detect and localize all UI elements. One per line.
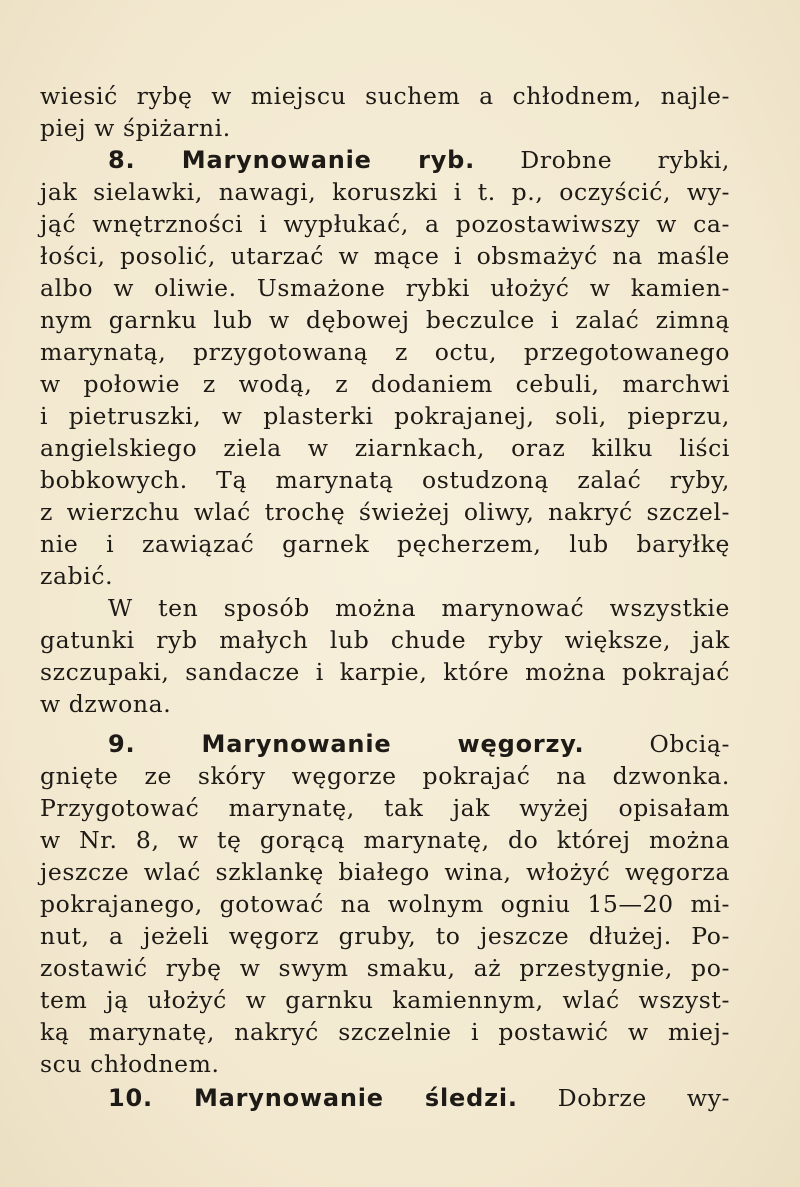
text-line: nym garnku lub w dębowej beczulce i zalać zimną	[40, 306, 730, 334]
text-line: szczupaki, sandacze i karpie, które można pokrajać	[40, 658, 730, 686]
section-run-in-text: Drobne rybki,	[520, 146, 730, 174]
text-line: nut, a jeżeli węgorz gruby, to jeszcze dłużej. Po-	[40, 922, 730, 950]
text-line: jąć wnętrzności i wypłukać, a pozostawiwszy w ca-	[40, 210, 730, 238]
text-line: bobkowych. Tą marynatą ostudzoną zalać ryby,	[40, 466, 730, 494]
section-run-in-text: Dobrze wy-	[557, 1084, 730, 1112]
text-line: tem ją ułożyć w garnku kamiennym, wlać wszyst-	[40, 986, 730, 1014]
text-line: zabić.	[40, 562, 114, 590]
text-line: wiesić rybę w miejscu suchem a chłodnem, najle-	[40, 82, 730, 110]
text-line: Przygotować marynatę, tak jak wyżej opisałam	[40, 794, 730, 822]
text-line: W ten sposób można marynować wszystkie	[108, 594, 730, 622]
section-heading: 9. Marynowanie węgorzy.	[108, 730, 585, 758]
text-line: zostawić rybę w swym smaku, aż przestygnie, po-	[40, 954, 730, 982]
text-line: łości, posolić, utarzać w mące i obsmażyć na maśle	[40, 242, 730, 270]
text-line: z wierzchu wlać trochę świeżej oliwy, nakryć szczel-	[40, 498, 730, 526]
text-line: piej w śpiżarni.	[40, 114, 231, 142]
text-line: scu chłodnem.	[40, 1050, 220, 1078]
section-heading: 10. Marynowanie śledzi.	[108, 1084, 518, 1112]
text-line: i pietruszki, w plasterki pokrajanej, soli, pieprzu,	[40, 402, 730, 430]
text-line: gnięte ze skóry węgorze pokrajać na dzwonka.	[40, 762, 730, 790]
text-line: w dzwona.	[40, 690, 172, 718]
section-8-line	[108, 144, 730, 176]
text-line: marynatą, przygotowaną z octu, przegotowanego	[40, 338, 730, 366]
section-heading: 8. Marynowanie ryb.	[108, 146, 476, 174]
section-10-line	[108, 1082, 730, 1114]
text-line: gatunki ryb małych lub chude ryby większe, jak	[40, 626, 730, 654]
text-line: w połowie z wodą, z dodaniem cebuli, marchwi	[40, 370, 730, 398]
text-line: ką marynatę, nakryć szczelnie i postawić w miej-	[40, 1018, 730, 1046]
text-line: w Nr. 8, w tę gorącą marynatę, do której można	[40, 826, 730, 854]
text-line: pokrajanego, gotować na wolnym ogniu 15—20 mi-	[40, 890, 730, 918]
text-line: albo w oliwie. Usmażone rybki ułożyć w kamien-	[40, 274, 730, 302]
text-line: nie i zawiązać garnek pęcherzem, lub baryłkę	[40, 530, 730, 558]
text-line: angielskiego ziela w ziarnkach, oraz kilku liści	[40, 434, 730, 462]
text-line: jeszcze wlać szklankę białego wina, włożyć węgorza	[40, 858, 730, 886]
text-line: jak sielawki, nawagi, koruszki i t. p., oczyścić, wy-	[40, 178, 730, 206]
section-9-line	[108, 728, 730, 760]
section-run-in-text: Obcią-	[649, 730, 730, 758]
